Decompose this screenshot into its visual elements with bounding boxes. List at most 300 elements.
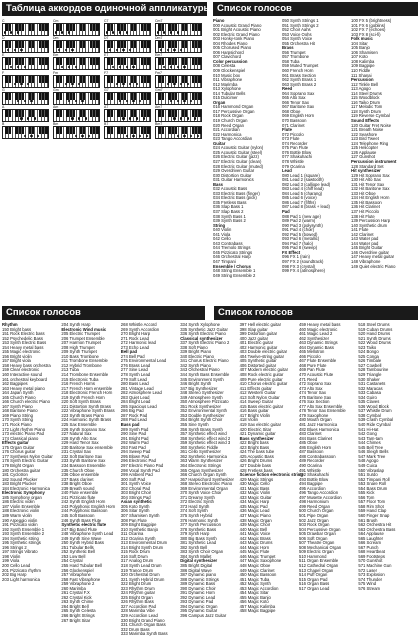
voice-item: 128 Standard Set <box>351 163 384 169</box>
voice-item: 447 Magic Saxophone <box>239 558 282 564</box>
keyboard-diagram <box>104 23 151 36</box>
black-key <box>111 41 113 48</box>
pressed-key-dot <box>136 117 138 119</box>
voice-item: 564 Applause <box>358 531 384 537</box>
voice-item: 526 Timbale <box>358 358 382 364</box>
black-key <box>144 76 146 83</box>
black-key <box>185 41 187 48</box>
pressed-key-dot <box>17 31 19 33</box>
voice-item: 514 Puff Organ <box>299 572 328 578</box>
chord-label: Fm7 <box>155 70 162 75</box>
voice-item: 119 Reverse Cymbal <box>351 113 390 119</box>
voice-item: 347 Big Synthesizer <box>180 385 218 391</box>
voice-item: 145 Bright Guitar <box>351 245 383 251</box>
black-key <box>117 58 119 65</box>
voice-item: 225 Sax Ensemble <box>61 422 97 428</box>
voice-item: 135 Hit Bassoon <box>351 199 382 205</box>
voice-item: 085 Lead 6 (voice) <box>282 195 317 201</box>
black-key <box>83 110 85 117</box>
voice-item: 491 Whistle <box>299 467 321 473</box>
voice-item: 569 Footsteps <box>358 553 385 559</box>
voice-item: 215 Electronic Tuba <box>61 376 99 382</box>
voice-item: 295 Blown Pad <box>120 453 149 459</box>
voice-item: 044 Tremolo Strings <box>213 245 251 251</box>
voice-item: 550 Vibraslap <box>358 467 384 473</box>
pressed-key-dot <box>122 83 124 85</box>
pressed-key-dot <box>187 83 189 85</box>
voice-item: 237 Bass clarinet <box>61 476 94 482</box>
black-key <box>73 24 75 31</box>
voice-item: 399 Distortion guitar <box>239 331 278 337</box>
black-key <box>22 58 24 65</box>
black-key <box>60 24 62 31</box>
black-key <box>111 24 113 31</box>
black-key <box>168 76 170 83</box>
black-key <box>96 110 98 117</box>
pressed-key-dot <box>116 49 118 51</box>
black-key <box>107 58 109 65</box>
black-key <box>117 24 119 31</box>
voice-item: 559 Hand Clap <box>358 508 387 514</box>
chord-diagram <box>104 36 151 53</box>
chord-label: Gm <box>53 87 59 92</box>
voice-category: Effects guitar <box>2 440 29 446</box>
chord-diagram <box>155 105 202 122</box>
voice-item: 076 Bottle Blow <box>282 149 312 155</box>
black-key <box>158 76 160 83</box>
voice-item: 018 Rock Organ <box>213 113 244 119</box>
voice-item: 087 Lead 8 (brass + lead) <box>282 204 330 210</box>
voice-item: 230 Baritone Sax ensemble <box>61 444 113 450</box>
black-key <box>9 58 11 65</box>
voice-item: 448 Magic Oboe <box>239 562 271 568</box>
voice-item: 246 Synth Bass Flute <box>61 517 102 523</box>
voice-item: 450 Magic Bassoon <box>239 572 277 578</box>
voice-item: 220 Soft Synth Brass <box>61 399 101 405</box>
black-key <box>45 110 47 117</box>
keyboard-diagram <box>53 57 100 70</box>
black-key <box>121 76 123 83</box>
voice-item: 086 Lead 7 (fifths) <box>282 199 316 205</box>
keyboard-diagram <box>53 109 100 122</box>
voice-item: 566 Scream <box>358 540 381 546</box>
keyboard-diagram <box>2 126 49 139</box>
black-key <box>22 127 24 134</box>
voice-item: 002 Electric Grand Piano <box>213 31 260 37</box>
black-key <box>39 127 41 134</box>
voice-item: 113 Agogo <box>351 86 371 92</box>
black-key <box>39 76 41 83</box>
voice-item: 332 Drum Bass <box>120 626 150 632</box>
black-key <box>60 110 62 117</box>
voice-item: 009 Glockenspiel <box>213 68 246 74</box>
black-key <box>192 24 194 31</box>
black-key <box>83 127 85 134</box>
voice-item: 546 Sleigh Bells <box>358 449 389 455</box>
black-key <box>80 110 82 117</box>
voice-item: 380 Big Bass Synth <box>180 535 217 541</box>
black-key <box>185 58 187 65</box>
voice-item: 430 Magic Cello <box>239 481 270 487</box>
black-key <box>131 93 133 100</box>
voice-item: 406 Distorted guitar <box>239 362 277 368</box>
chord-diagram <box>155 122 202 139</box>
keyboard-diagram <box>2 40 49 53</box>
voice-item: 264 Bright Bell <box>61 603 89 609</box>
voice-item: 530 Shaker <box>358 376 380 382</box>
voice-item: 217 French Horn ensemble <box>61 385 113 391</box>
voice-item: 335 Synthetic Jazz Guitar <box>180 326 228 332</box>
voice-item: 329 Accordion Lead <box>120 613 158 618</box>
black-key <box>172 24 174 31</box>
voice-column <box>2 323 59 599</box>
pressed-key-dot <box>132 135 134 137</box>
pressed-key-dot <box>65 83 67 85</box>
black-key <box>5 76 7 83</box>
voice-category: Rhythm <box>2 322 18 327</box>
chord-label: D7 <box>104 36 109 41</box>
pressed-key-dot <box>116 83 118 85</box>
black-key <box>134 24 136 31</box>
voice-item: 364 Electronic Strings <box>180 462 221 468</box>
voice-column <box>180 322 237 618</box>
voice-item: 472 Soprano Sax <box>299 381 332 387</box>
chord-diagram <box>155 88 202 105</box>
black-key <box>19 41 21 48</box>
voice-item: 004 Rhodes Piano <box>213 40 248 46</box>
voice-item: 383 Synth Choir Organ <box>180 549 224 555</box>
voice-item: 506 Soft Organ <box>299 535 328 541</box>
voice-item: 179 Bright Organ <box>2 462 34 468</box>
voice-item: 298 Vocal Synth Pad <box>120 467 160 473</box>
pressed-key-dot <box>143 117 145 119</box>
black-key <box>19 127 21 134</box>
voice-item: 524 Bongo <box>358 349 379 355</box>
voice-item: 497 Musette Accordion <box>299 494 342 500</box>
chord-label: D <box>2 36 5 41</box>
voice-item: 468 Pure Flute <box>299 362 327 368</box>
black-key <box>93 41 95 48</box>
voice-item: 325 Bright Organ <box>120 594 153 600</box>
chord-label: Bm7 <box>155 122 163 127</box>
voice-item: 563 Orchestra Bass <box>358 526 396 532</box>
voice-category: Color percussion <box>213 58 248 64</box>
voice-item: 349 Atmosphere Synth <box>180 394 223 400</box>
black-key <box>162 24 164 31</box>
keyboard-diagram <box>2 92 49 105</box>
voice-item: 311 Ocarina <box>120 531 144 537</box>
voice-item: 317 Analog Drum <box>120 558 154 564</box>
voice-item: 510 Hammond <box>299 553 327 559</box>
pressed-key-dot <box>109 49 111 51</box>
voice-item: 398 Slap guitar <box>239 326 268 332</box>
voice-item: 150 Bright bass <box>2 326 32 332</box>
voice-item: 123 Bird Tweet <box>351 136 379 142</box>
black-key <box>111 76 113 83</box>
black-key <box>175 127 177 134</box>
voice-item: 218 Electronic French Horn <box>61 390 113 396</box>
black-key <box>42 58 44 65</box>
voice-item: 281 Vintage Lead <box>120 385 154 391</box>
voice-item: 486 English Horn <box>299 444 332 450</box>
voice-item: 379 Synth Harp <box>180 531 210 537</box>
black-key <box>117 93 119 100</box>
voice-item: 382 Synth Bell <box>180 544 208 550</box>
black-key <box>192 58 194 65</box>
black-key <box>70 24 72 31</box>
chord-diagram <box>104 88 151 105</box>
voice-item: 211 Trombone Ensemble <box>61 358 108 364</box>
voice-item: 482 Blues Harmonica <box>299 426 340 432</box>
voice-item: 560 Finger Snap <box>358 512 390 518</box>
voice-item: 381 Synthetic Lead <box>180 540 217 546</box>
voice-item: 068 Oboe <box>282 108 301 114</box>
voice-item: 297 Electric Piano Pad <box>120 462 164 468</box>
chord-label: Cm <box>53 19 59 23</box>
voice-item: 385 Bright Digital <box>180 562 213 568</box>
voice-item: 455 Magic Banjo <box>239 594 271 600</box>
pressed-key-dot <box>71 83 73 85</box>
voice-item: 330 Bright Grand Piano <box>120 617 165 623</box>
voice-item: 177 Synthesis Nylon Guitar <box>2 453 53 459</box>
voice-item: 334 Synth Xylophone <box>180 322 220 327</box>
black-key <box>107 41 109 48</box>
voice-item: 053 Voice Oohs <box>282 31 312 37</box>
voice-item: 476 Sax Section <box>299 399 330 405</box>
black-key <box>56 127 58 134</box>
keyboard-diagram <box>104 92 151 105</box>
voice-item: 459 Heavy metal bass <box>299 322 341 327</box>
pressed-key-dot <box>177 135 179 137</box>
black-key <box>147 93 149 100</box>
voice-item: 465 Mellotron <box>299 349 325 355</box>
voice-item: 025 Acoustic Guitar (steel) <box>213 149 263 155</box>
voice-item: 182 Sound Plucker <box>2 476 38 482</box>
black-key <box>175 58 177 65</box>
voice-item: 477 Alto Sax Ensemble <box>299 403 343 409</box>
black-key <box>147 127 149 134</box>
black-key <box>93 24 95 31</box>
voice-item: 365 Organ Synthesizer <box>180 467 224 473</box>
black-key <box>121 93 123 100</box>
voice-item: 404 Twelve-string guitar <box>239 353 284 359</box>
chord-diagram <box>104 71 151 88</box>
chord-diagram <box>53 53 100 70</box>
voice-item: 194 Synthetic string <box>2 535 39 541</box>
voice-item: 233 Synth Baritone Sax <box>61 458 106 464</box>
pressed-key-dot <box>14 83 16 85</box>
voice-item: 403 Double electric guitar <box>239 349 288 355</box>
black-key <box>5 93 7 100</box>
voice-item: 504 Percussive Organ <box>299 526 341 532</box>
voice-item: 168 Baritone Piano <box>2 408 38 414</box>
voice-item: 252 Synthetic Bell <box>61 549 95 555</box>
voice-item: 155 Magic electronic <box>2 349 41 355</box>
voice-item: 234 Bassoon Ensemble <box>61 462 106 468</box>
chord-label: Em <box>53 53 59 58</box>
voice-item: 520 Hand Drums <box>358 331 391 337</box>
chord-diagram <box>53 19 100 36</box>
voice-item: 386 Digital Wave <box>180 567 212 573</box>
voice-item: 108 Kalimba <box>351 58 375 64</box>
voice-column <box>358 323 415 599</box>
voice-item: 156 Bright violin <box>2 353 32 359</box>
chord-diagram-grid <box>2 19 207 139</box>
keyboard-diagram <box>53 92 100 105</box>
voice-item: 001 Bright Acoustic Piano <box>213 27 261 33</box>
voice-item: 309 Bright Bagpipe <box>120 522 157 528</box>
voice-item: 479 Saxophone <box>299 412 329 418</box>
voice-item: 035 Fretless Bass <box>213 199 247 205</box>
black-key <box>158 93 160 100</box>
pressed-key-dot <box>146 135 148 137</box>
voice-item: 255 Hard Tubular Bell <box>61 562 102 568</box>
black-key <box>195 41 197 48</box>
voice-item: 418 Violin <box>239 417 258 423</box>
black-key <box>121 24 123 31</box>
voice-item: 417 Bright Violin <box>239 412 271 418</box>
black-key <box>96 76 98 83</box>
voice-item: 467 Flute Ensemble <box>299 358 337 364</box>
voice-item: 015 Dulcimer <box>213 95 238 101</box>
keyboard-diagram <box>53 40 100 53</box>
black-key <box>185 110 187 117</box>
voice-item: 561 Brush <box>358 517 378 523</box>
black-key <box>195 24 197 31</box>
chord-label: B <box>2 122 5 127</box>
voice-item: 359 Synthetic effect wind 3 <box>180 440 231 446</box>
voice-item: 161 orchestral keyboard <box>2 376 47 382</box>
voice-item: 247 Big Band Flute <box>61 526 98 532</box>
voice-item: 336 Synth Electric Piano <box>180 331 226 337</box>
black-key <box>182 76 184 83</box>
voice-item: 073 Flute <box>282 136 300 142</box>
voice-item: 310 Synthetic Banjo <box>120 526 159 532</box>
voice-item: 016 Hammond Organ <box>213 104 254 110</box>
voice-item: 305 Koto Synth <box>120 503 150 509</box>
pressed-key-dot <box>106 31 108 33</box>
voice-item: 288 Pad Lead <box>120 417 147 423</box>
voice-item: 501 Pipe Organ <box>299 512 329 518</box>
voice-item: 154 Heavy metal bass <box>2 344 44 350</box>
voice-item: 000 Acoustic Grand Piano <box>213 22 262 28</box>
voice-item: 370 Synth Voice Choir <box>180 490 222 496</box>
voice-item: 315 Rock Drum <box>120 549 150 555</box>
voice-item: 261 Crystal F.X <box>61 590 90 596</box>
black-key <box>144 93 146 100</box>
voice-item: 515 Organ Pad <box>299 576 328 582</box>
black-key <box>117 41 119 48</box>
voice-item: 269 Synth Accordion <box>120 326 160 332</box>
chord-label: G <box>2 87 5 92</box>
pressed-key-dot <box>85 117 87 119</box>
voice-item: 555 Kick <box>358 490 375 496</box>
black-key <box>80 58 82 65</box>
voice-item: 537 Whistle Drum <box>358 408 392 414</box>
black-key <box>70 76 72 83</box>
chord-diagram <box>53 36 100 53</box>
voice-item: 105 Banjo <box>351 45 370 51</box>
voice-item: 378 Synthetic Bass <box>180 526 217 532</box>
voice-item: 049 String Ensemble 2 <box>213 272 256 278</box>
black-key <box>141 24 143 31</box>
black-key <box>90 41 92 48</box>
voice-item: 041 Viola <box>213 231 231 237</box>
voice-item: 107 Koto <box>351 54 368 60</box>
black-key <box>121 58 123 65</box>
voice-item: 260 Marimba <box>61 585 86 591</box>
voice-item: 373 Hard Synth <box>180 503 210 509</box>
voice-category: Reed <box>282 86 293 92</box>
chord-diagram <box>104 53 151 70</box>
voice-item: 248 Vibraphone Synth Lead <box>61 531 114 537</box>
black-key <box>19 110 21 117</box>
voice-item: 368 Stereo Electronic Piano <box>180 481 233 487</box>
black-key <box>70 58 72 65</box>
black-key <box>147 76 149 83</box>
black-key <box>9 76 11 83</box>
voice-item: 575 Wind <box>358 581 377 587</box>
black-key <box>141 41 143 48</box>
voice-item: 391 Dynamic Horn <box>180 590 215 596</box>
voice-item: 078 Whistle <box>282 158 304 164</box>
keyboard-diagram <box>2 109 49 122</box>
voice-category: Brass <box>282 45 294 51</box>
black-key <box>56 76 58 83</box>
voice-item: 222 Vibraphone Synth Brass <box>61 408 115 414</box>
black-key <box>141 127 143 134</box>
voice-item: 292 Warm Pad <box>120 440 149 446</box>
black-key <box>29 127 31 134</box>
voice-item: 461 Magic Lead 2 <box>299 331 333 337</box>
voice-item: 523 Taiko <box>358 344 377 350</box>
black-key <box>147 58 149 65</box>
voice-item: 541 Hi-Hat <box>358 426 379 432</box>
voice-item: 384 Synth Mallet <box>180 553 212 559</box>
black-key <box>158 127 160 134</box>
black-key <box>70 93 72 100</box>
voice-item: 210 Bass Trombone <box>61 353 99 359</box>
voice-item: 208 High Trumpet <box>61 344 95 350</box>
voice-item: 022 Harmonica <box>213 131 242 137</box>
black-key <box>134 127 136 134</box>
voice-item: 505 Drawbar Organ <box>299 531 336 537</box>
black-key <box>60 127 62 134</box>
black-key <box>66 76 68 83</box>
voice-item: 527 Cowbell <box>358 362 382 368</box>
black-key <box>66 41 68 48</box>
voice-item: 401 Electric guitar <box>239 340 274 346</box>
chord-label: Am7 <box>155 105 163 109</box>
voice-item: 020 Reed Organ <box>213 122 244 128</box>
keyboard-diagram <box>155 57 202 70</box>
voice-item: 201 Pizzicato rhythm <box>2 567 41 573</box>
black-key <box>32 41 34 48</box>
black-key <box>195 76 197 83</box>
voice-item: 568 Heartbeat <box>358 549 385 555</box>
black-key <box>147 110 149 117</box>
voice-item: 333 Marimba Synth Bass <box>120 631 168 637</box>
voice-item: 345 Environment Synth <box>180 376 224 382</box>
pressed-key-dot <box>81 135 83 137</box>
voice-item: 203 Light harmonica <box>2 576 40 582</box>
voice-column <box>120 322 178 637</box>
voice-item: 185 Symphony organ <box>2 494 42 500</box>
voice-item: 060 French Horn <box>282 68 314 74</box>
voice-item: 274 Bell Pad <box>120 353 145 359</box>
voice-item: 519 Cuban Drums <box>358 326 393 332</box>
black-key <box>96 93 98 100</box>
